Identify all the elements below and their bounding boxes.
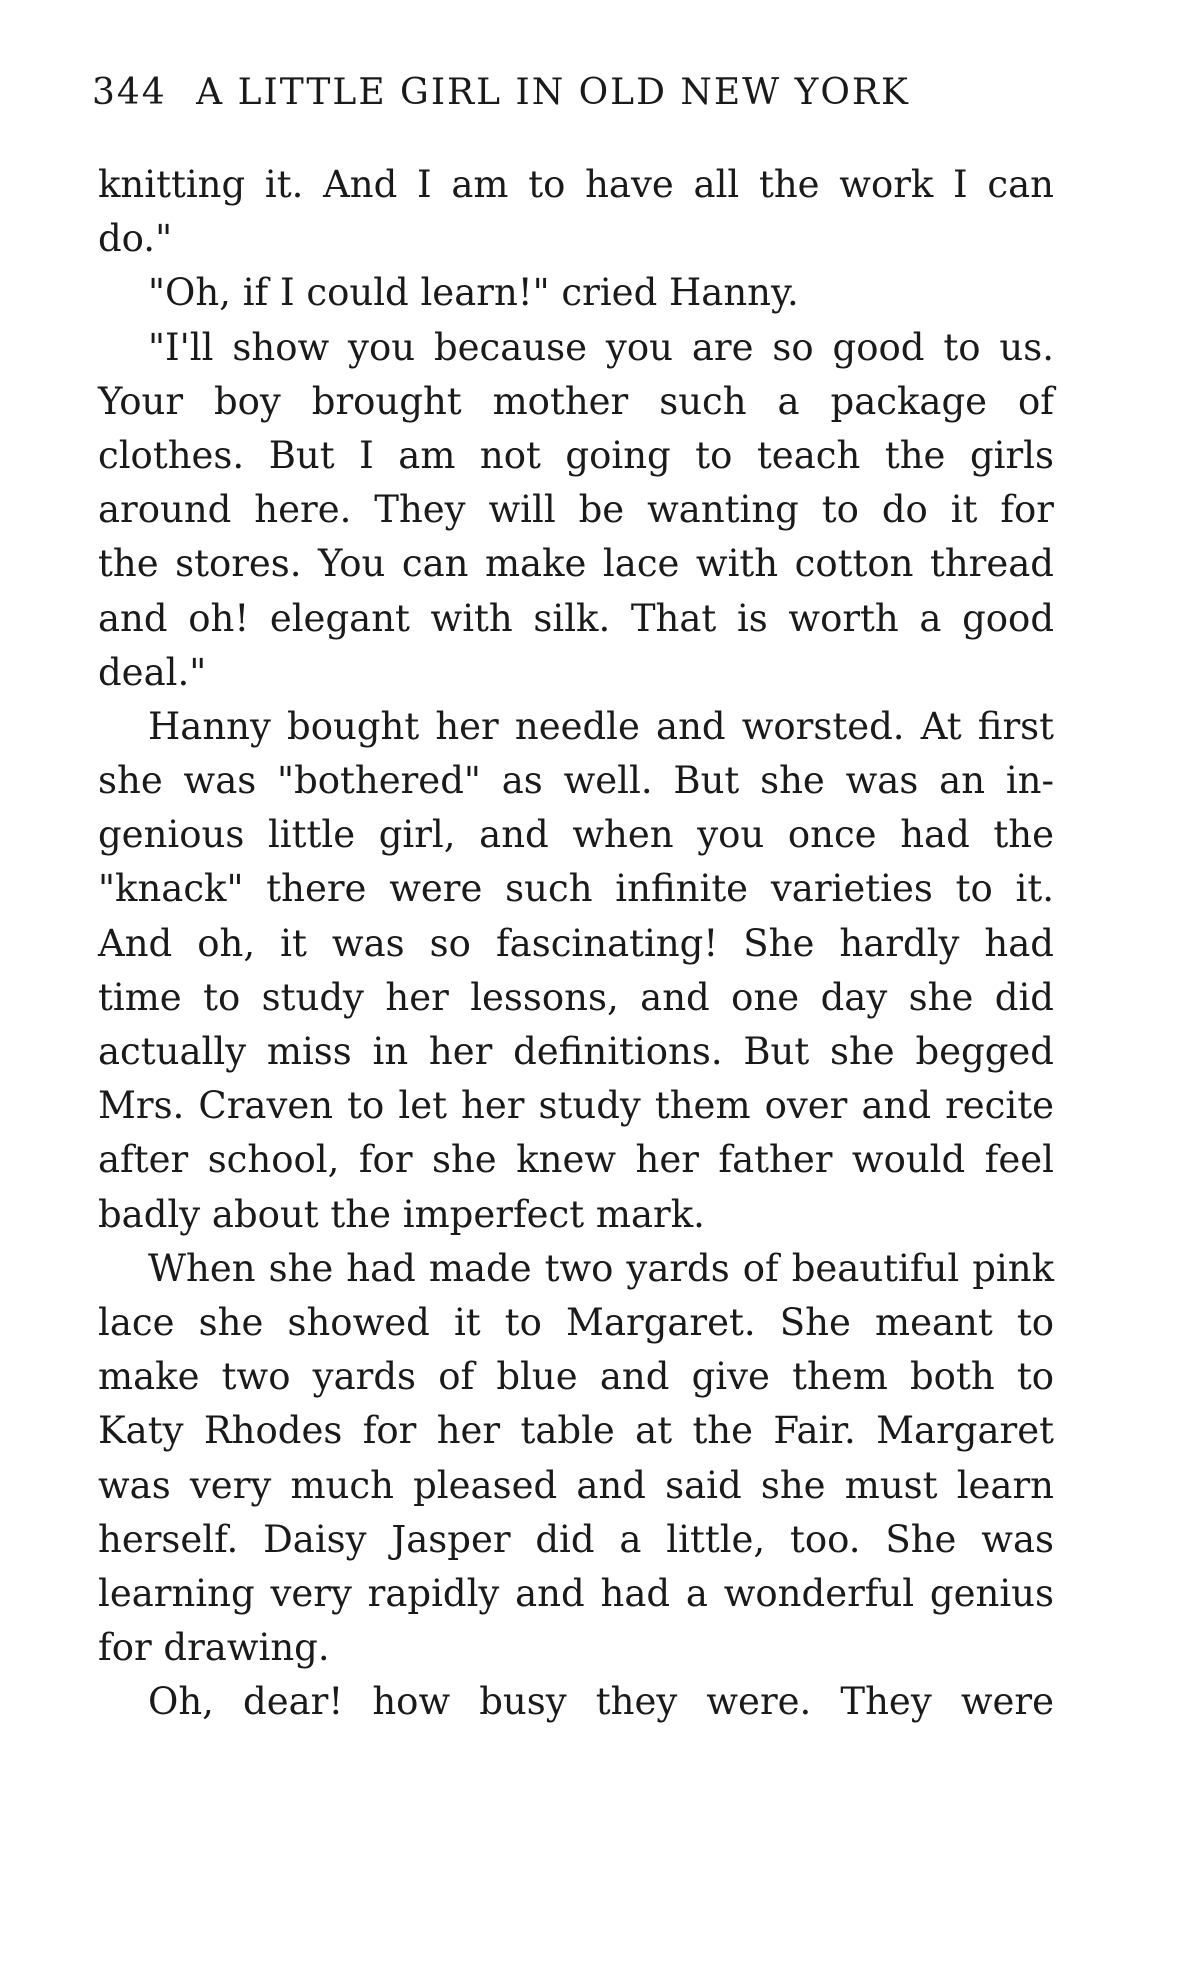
text-line: around here. They will be wanting to do it for: [98, 488, 1054, 532]
text-line: And oh, it was so fascinating! She hardly had: [98, 921, 1054, 965]
page-number: 344: [92, 72, 167, 113]
text-line: do.": [98, 217, 173, 261]
text-line: Katy Rhodes for her table at the Fair. Margaret: [98, 1409, 1054, 1453]
text-line: genious little girl, and when you once had the: [98, 813, 1054, 857]
text-line: for drawing.: [98, 1626, 330, 1670]
body-text: [98, 158, 1054, 1729]
text-line: Oh, dear! how busy they were. They were: [148, 1680, 1054, 1724]
text-line: actually miss in her definitions. But she begged: [98, 1030, 1054, 1073]
text-line: knitting it. And I am to have all the work I can: [98, 163, 1054, 206]
text-line: learning very rapidly and had a wonderful genius: [98, 1571, 1054, 1615]
text-line: "knack" there were such infinite varieties to it.: [98, 867, 1054, 911]
text-line: Your boy brought mother such a package of: [98, 379, 1054, 423]
text-line: Hanny bought her needle and worsted. At first: [148, 704, 1054, 748]
text-line: "Oh, if I could learn!" cried Hanny.: [148, 271, 799, 315]
text-line: When she had made two yards of beautiful pink: [148, 1246, 1054, 1290]
text-line: was very much pleased and said she must learn: [98, 1463, 1054, 1507]
running-header: [92, 72, 1052, 113]
text-line: badly about the imperfect mark.: [98, 1192, 705, 1236]
text-line: deal.": [98, 650, 207, 694]
text-line: after school, for she knew her father would feel: [98, 1138, 1054, 1182]
text-line: Mrs. Craven to let her study them over and recite: [98, 1084, 1054, 1128]
text-line: clothes. But I am not going to teach the girls: [98, 433, 1054, 477]
text-line: lace she showed it to Margaret. She meant to: [98, 1300, 1054, 1344]
text-line: the stores. You can make lace with cotton thread: [98, 542, 1054, 586]
text-line: "I'll show you because you are so good to us.: [148, 325, 1054, 369]
text-line: she was "bothered" as well. But she was an in-: [98, 759, 1054, 803]
text-line: make two yards of blue and give them both to: [98, 1355, 1054, 1399]
text-line: herself. Daisy Jasper did a little, too. She was: [98, 1517, 1054, 1561]
running-title: A LITTLE GIRL IN OLD NEW YORK: [196, 72, 910, 113]
text-line: time to study her lessons, and one day she did: [98, 975, 1054, 1019]
text-line: and oh! elegant with silk. That is worth a good: [98, 596, 1054, 640]
